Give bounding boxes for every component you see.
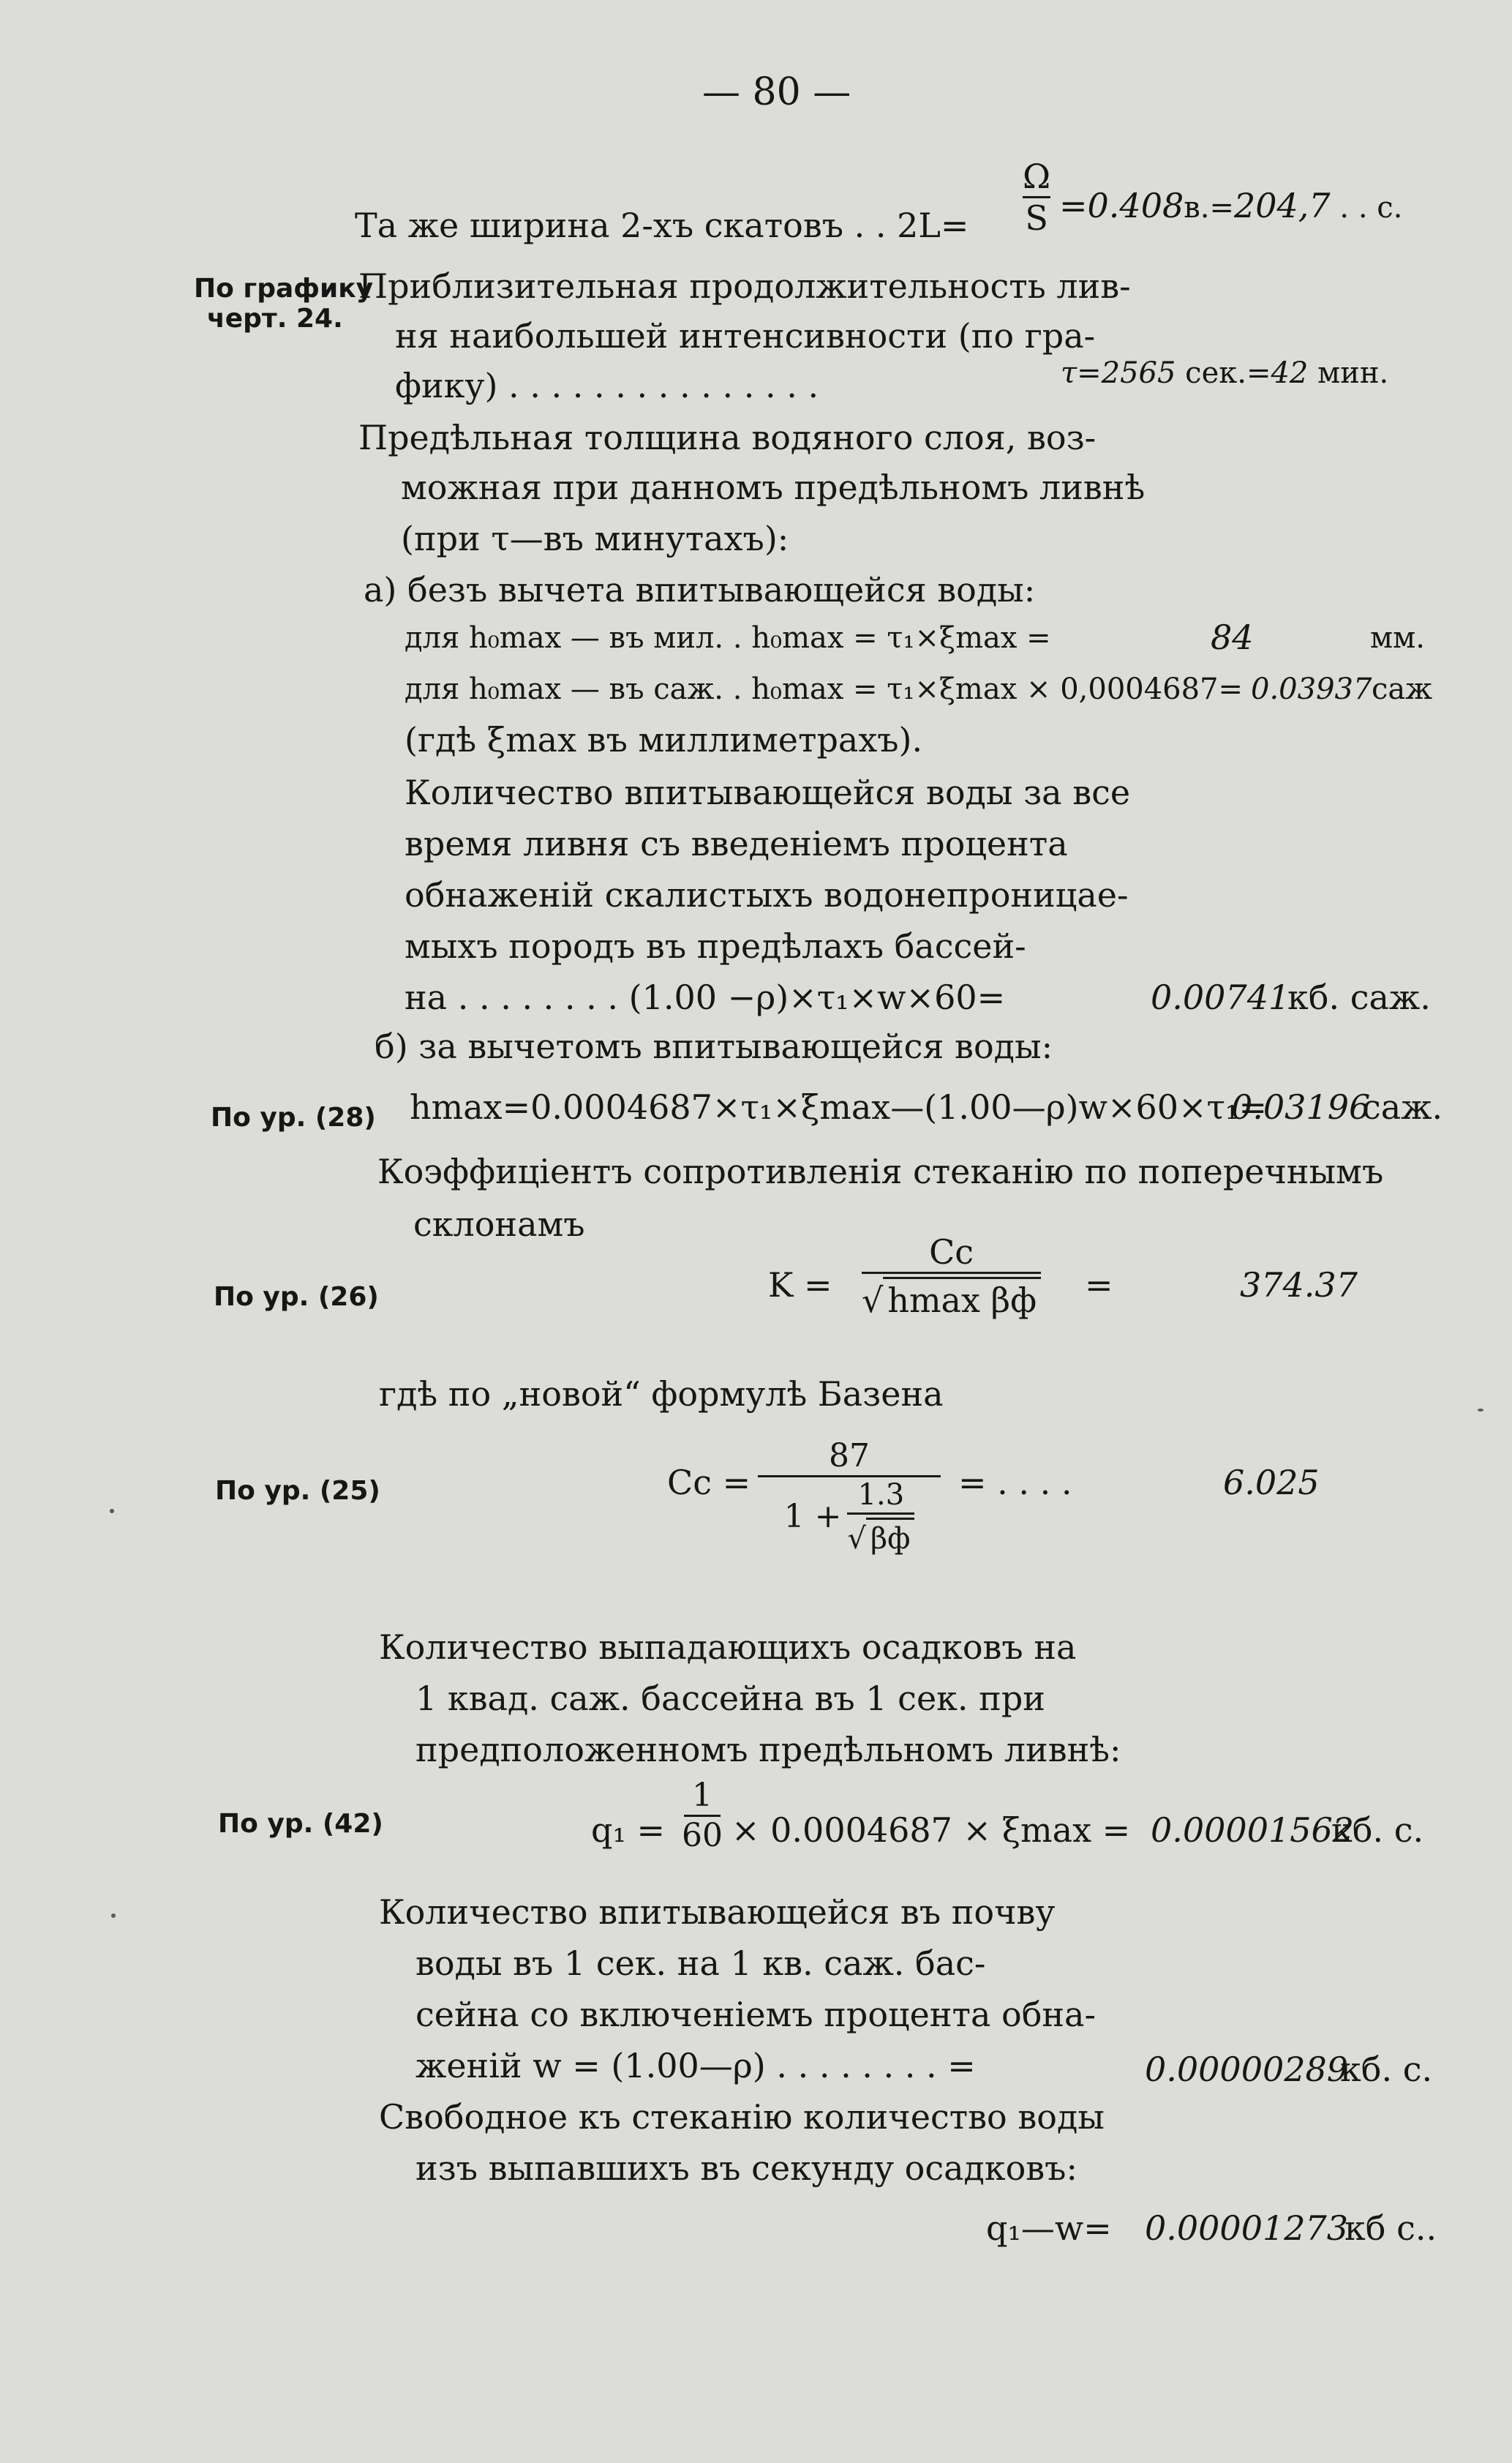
absorb-total-line1: Количество впитывающейся воды за все bbox=[405, 773, 1131, 812]
bazin-text: гдѣ по „новой“ формулѣ Базена bbox=[379, 1374, 944, 1414]
margin-note-graph: По графику bbox=[194, 274, 374, 304]
duration-unit: сек.= bbox=[1185, 356, 1271, 390]
free-line1: Свободное къ стеканію количество воды bbox=[379, 2097, 1105, 2137]
scan-speck bbox=[111, 1913, 116, 1918]
margin-note-eq42: По ур. (42) bbox=[218, 1809, 383, 1839]
bazin-value: 6.025 bbox=[1223, 1463, 1320, 1502]
thickness-mm-formula: для h₀max — въ мил. . h₀max = τ₁×ξmax = bbox=[405, 621, 1051, 655]
absorb-total-line4: мыхъ породъ въ предѣлахъ бассей- bbox=[405, 926, 1026, 966]
absorb-sec-line3: сейна со включеніемъ процента обна- bbox=[415, 1995, 1097, 2034]
thickness-line3: (при τ—въ минутахъ): bbox=[401, 519, 789, 558]
bazin-den-pre: 1 + bbox=[783, 1498, 842, 1535]
scan-speck bbox=[1478, 1409, 1483, 1412]
precip-num: 1 bbox=[692, 1777, 712, 1814]
slopes-frac-den: S bbox=[1025, 198, 1048, 238]
bazin-den-den-wrap: √ βф bbox=[847, 1518, 914, 1553]
b-heading: б) за вычетомъ впитывающейся воды: bbox=[375, 1027, 1053, 1066]
coef-num: Cc bbox=[929, 1232, 974, 1272]
duration-value2: 42 bbox=[1271, 356, 1309, 390]
slopes-unit: в.= bbox=[1184, 191, 1234, 225]
bazin-fraction bbox=[758, 1437, 941, 1556]
hmax-value: 0.03196 bbox=[1231, 1087, 1371, 1127]
bazin-num: 87 bbox=[829, 1437, 870, 1474]
bazin-eq: = . . . . bbox=[958, 1463, 1072, 1502]
coef-line1: Коэффиціентъ сопротивленія стеканію по поперечнымъ bbox=[377, 1152, 1384, 1191]
absorb-sec-line4: женій w = (1.00—ρ) . . . . . . . . = bbox=[415, 2046, 976, 2085]
duration-line3: фику) . . . . . . . . . . . . . . . bbox=[395, 366, 819, 405]
absorb-total-line2: время ливня съ введеніемъ процента bbox=[405, 824, 1068, 863]
precip-lhs: q₁ = bbox=[591, 1810, 666, 1850]
thickness-line2: можная при данномъ предѣльномъ ливнѣ bbox=[401, 468, 1146, 507]
absorb-sec-value: 0.00000289 bbox=[1145, 2050, 1349, 2089]
coef-den: hmax βф bbox=[883, 1277, 1041, 1317]
absorb-sec-unit: кб. с. bbox=[1340, 2050, 1433, 2089]
absorb-total-value: 0.00741 bbox=[1151, 978, 1290, 1017]
slopes-value: =0.408 bbox=[1059, 186, 1184, 225]
coef-line2: склонамъ bbox=[413, 1204, 585, 1244]
duration-value: 2565 bbox=[1101, 356, 1176, 390]
precip-line2: 1 квад. саж. бассейна въ 1 сек. при bbox=[415, 1679, 1045, 1718]
hmax-formula: hmax=0.0004687×τ₁×ξmax—(1.00—ρ)w×60×τ₁= bbox=[410, 1087, 1267, 1127]
thickness-saz-formula: для h₀max — въ саж. . h₀max = τ₁×ξmax × 0,0004687= bbox=[405, 672, 1244, 706]
precip-rhs: × 0.0004687 × ξmax = bbox=[731, 1810, 1131, 1850]
duration-line1: Приблизительная продолжительность лив- bbox=[358, 266, 1131, 306]
margin-note-eq26: По ур. (26) bbox=[214, 1282, 379, 1312]
precip-line3: предположенномъ предѣльномъ ливнѣ: bbox=[415, 1730, 1121, 1769]
duration-formula: τ= bbox=[1061, 356, 1102, 390]
slopes-unit2: . . с. bbox=[1330, 191, 1403, 225]
coef-den-wrap: √ hmax βф bbox=[862, 1277, 1041, 1317]
bazin-denominator bbox=[783, 1478, 915, 1556]
bazin-den-den: βф bbox=[866, 1518, 914, 1553]
page-number: — 80 — bbox=[702, 70, 851, 114]
free-line2: изъ выпавшихъ въ секунду осадковъ: bbox=[415, 2148, 1077, 2188]
margin-note-graph-figure: черт. 24. bbox=[207, 304, 343, 334]
slopes-result bbox=[1059, 186, 1403, 225]
thickness-a-heading: а) безъ вычета впитывающейся воды: bbox=[364, 570, 1036, 610]
slopes-value2: 204,7 bbox=[1233, 186, 1331, 225]
duration-line2: ня наибольшей интенсивности (по гра- bbox=[395, 316, 1096, 356]
thickness-mm-value: 84 bbox=[1211, 618, 1254, 657]
absorb-total-unit: кб. саж. bbox=[1287, 978, 1431, 1017]
thickness-line1: Предѣльная толщина водяного слоя, воз- bbox=[358, 418, 1097, 457]
bazin-lhs: Cc = bbox=[667, 1463, 751, 1502]
absorb-sec-line1: Количество впитывающейся въ почву bbox=[379, 1892, 1056, 1932]
coef-lhs: K = bbox=[768, 1265, 832, 1305]
precip-unit: кб. с. bbox=[1331, 1810, 1424, 1850]
precip-value: 0.00001562 bbox=[1151, 1810, 1355, 1850]
precip-fraction bbox=[682, 1777, 723, 1854]
hmax-unit: саж. bbox=[1362, 1087, 1443, 1127]
absorb-sec-line2: воды въ 1 сек. на 1 кв. саж. бас- bbox=[415, 1943, 986, 1983]
coef-fraction bbox=[862, 1232, 1041, 1320]
thickness-saz-value: 0.03937 bbox=[1251, 672, 1372, 706]
margin-note-eq28: По ур. (28) bbox=[211, 1103, 376, 1133]
free-formula: q₁—w= bbox=[986, 2208, 1112, 2248]
absorb-total-line3: обнаженій скалистыхъ водонепроницае- bbox=[405, 875, 1129, 915]
duration-unit2: мин. bbox=[1317, 356, 1389, 390]
slopes-text: Та же ширина 2-хъ скатовъ . . 2L= bbox=[355, 206, 969, 245]
slopes-fraction bbox=[1023, 157, 1051, 238]
bazin-inner-fraction bbox=[847, 1478, 914, 1556]
free-unit: кб с.. bbox=[1344, 2208, 1437, 2248]
scan-speck bbox=[110, 1509, 114, 1513]
slopes-frac-num: Ω bbox=[1023, 157, 1051, 196]
coef-eq: = bbox=[1085, 1265, 1113, 1305]
free-value: 0.00001273 bbox=[1145, 2208, 1349, 2248]
precip-den: 60 bbox=[682, 1817, 723, 1854]
duration-result bbox=[1061, 356, 1389, 390]
margin-note-eq25: По ур. (25) bbox=[215, 1476, 380, 1506]
thickness-note: (гдѣ ξmax въ миллиметрахъ). bbox=[405, 720, 923, 760]
coef-value: 374.37 bbox=[1240, 1265, 1358, 1305]
bazin-den-num: 1.3 bbox=[857, 1478, 905, 1512]
thickness-mm-unit: мм. bbox=[1370, 621, 1425, 655]
absorb-total-line5: на . . . . . . . . (1.00 −ρ)×τ₁×w×60= bbox=[405, 978, 1006, 1017]
thickness-saz-unit: саж bbox=[1372, 672, 1433, 706]
precip-line1: Количество выпадающихъ осадковъ на bbox=[379, 1627, 1077, 1667]
